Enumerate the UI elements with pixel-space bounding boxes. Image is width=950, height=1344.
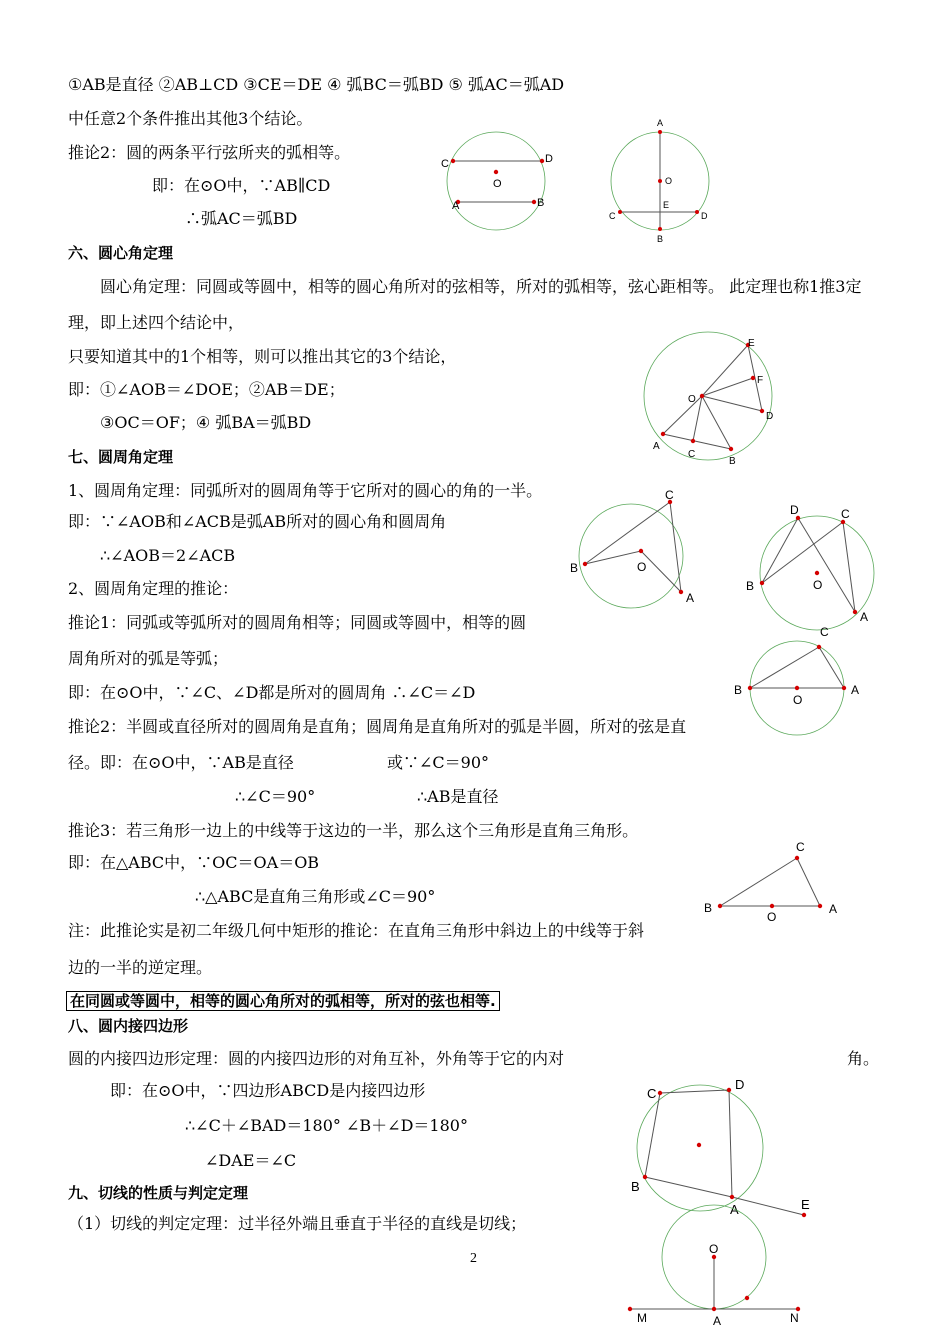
figure-semicircle-angle	[725, 622, 865, 737]
fig-label: D	[735, 1077, 745, 1092]
fig-label: C	[796, 840, 805, 854]
figure-cyclic-quadrilateral	[625, 1075, 825, 1215]
fig-label: O	[688, 394, 696, 405]
fig-label: O	[709, 1242, 719, 1256]
text-line: 推论2：半圆或直径所对的圆周角是直角；圆周角是直角所对的弧是半圆，所对的弦是直	[68, 717, 687, 736]
text-line: 圆的内接四边形定理：圆的内接四边形的对角互补，外角等于它的内对	[68, 1049, 565, 1068]
fig-label: B	[704, 901, 713, 915]
fig-label: C	[665, 488, 674, 502]
fig-label: C	[841, 507, 850, 521]
text-line: 即：在⊙O中，∵四边形ABCD是内接四边形	[110, 1081, 426, 1100]
fig-label: O	[493, 178, 502, 190]
section-heading: 六、圆心角定理	[68, 244, 174, 262]
fig-label: A	[653, 441, 660, 452]
text-line: 角。	[847, 1049, 880, 1068]
fig-label: O	[637, 560, 647, 574]
fig-label: O	[665, 176, 673, 186]
text-line: 注：此推论实是初二年级几何中矩形的推论：在直角三角形中斜边上的中线等于斜	[68, 921, 645, 940]
text-line: 即：①∠AOB＝∠DOE；②AB＝DE；	[68, 380, 345, 399]
fig-label: E	[663, 200, 670, 210]
text-line: 即：在⊙O中，∵AB∥CD	[152, 176, 331, 195]
fig-label: A	[713, 1314, 722, 1328]
figure-perpendicular-diameter	[600, 118, 720, 248]
text-line: 即：∵∠AOB和∠ACB是弧AB所对的圆心角和圆周角	[68, 512, 447, 531]
text-line: 推论1：同弧或等弧所对的圆周角相等；同圆或等圆中，相等的圆	[68, 613, 527, 632]
fig-label: F	[757, 375, 764, 386]
text-line: ①AB是直径 ②AB⊥CD ③CE＝DE ④ 弧BC＝弧BD ⑤ 弧AC＝弧AD	[68, 75, 565, 94]
fig-label: A	[730, 1202, 739, 1217]
text-line: ∴弧AC＝弧BD	[185, 209, 298, 228]
text-line: 推论2：圆的两条平行弦所夹的弧相等。	[68, 143, 351, 162]
fig-label: A	[829, 902, 838, 916]
fig-label: O	[767, 910, 777, 924]
fig-label: B	[734, 683, 743, 697]
fig-label: A	[860, 610, 869, 624]
text-line: 推论3：若三角形一边上的中线等于这边的一半，那么这个三角形是直角三角形。	[68, 821, 639, 840]
section-heading: 九、切线的性质与判定定理	[68, 1184, 249, 1202]
fig-label: O	[813, 578, 823, 592]
figure-parallel-chords	[430, 145, 570, 225]
text-line: ③OC＝OF；④ 弧BA＝弧BD	[100, 413, 312, 432]
figure-tangent-line	[620, 1205, 820, 1344]
fig-label: A	[686, 591, 695, 605]
figure-central-angle	[638, 330, 788, 470]
figure-right-triangle-median	[700, 835, 850, 925]
fig-label: C	[441, 158, 449, 170]
text-line: ∴AB是直径	[417, 787, 499, 806]
fig-label: D	[790, 503, 799, 517]
fig-label: C	[820, 625, 829, 639]
fig-label: O	[793, 693, 803, 707]
figure-equal-inscribed-angles	[740, 500, 880, 630]
text-line: 即：在△ABC中，∵OC＝OA＝OB	[68, 853, 320, 872]
text-line: 即：在⊙O中，∵∠C、∠D都是所对的圆周角 ∴∠C＝∠D	[68, 683, 476, 702]
fig-label: D	[701, 211, 708, 221]
text-line: ∴∠C＝90°	[235, 787, 316, 806]
fig-label: D	[545, 153, 553, 165]
fig-label: B	[729, 456, 736, 467]
section-heading: 七、圆周角定理	[68, 448, 174, 466]
fig-label: A	[657, 118, 664, 128]
text-line: 理，即上述四个结论中，	[68, 313, 245, 332]
fig-label: C	[688, 449, 696, 460]
text-line: 中任意2个条件推出其他3个结论。	[68, 109, 313, 128]
text-line: 圆心角定理：同圆或等圆中，相等的圆心角所对的弦相等，所对的弧相等，弦心距相等。 此定理也称1推3定	[100, 277, 862, 296]
section-heading: 八、圆内接四边形	[68, 1017, 189, 1035]
text-line: 或∵∠C＝90°	[387, 753, 490, 772]
fig-label: A	[851, 683, 860, 697]
text-line: 1、圆周角定理：同弧所对的圆周角等于它所对的圆心的角的一半。	[68, 481, 543, 500]
text-line: ∴△ABC是直角三角形或∠C＝90°	[195, 887, 436, 906]
text-line: 径。即：在⊙O中，∵AB是直径	[68, 753, 294, 772]
fig-label: B	[631, 1179, 640, 1194]
fig-label: B	[746, 579, 755, 593]
fig-label: D	[766, 411, 774, 422]
highlight-note: 在同圆或等圆中，相等的圆心角所对的弧相等，所对的弦也相等.	[66, 991, 500, 1011]
text-line: ∴∠C＋∠BAD＝180° ∠B＋∠D＝180°	[185, 1116, 468, 1135]
text-line: 2、圆周角定理的推论：	[68, 579, 239, 598]
figure-inscribed-angle	[565, 485, 705, 610]
text-line: （1）切线的判定定理：过半径外端且垂直于半径的直线是切线；	[68, 1214, 527, 1233]
page-number: 2	[470, 1251, 477, 1266]
fig-label: A	[452, 200, 460, 212]
text-line: 边的一半的逆定理。	[68, 958, 213, 977]
fig-label: B	[570, 561, 579, 575]
text-line: 周角所对的弧是等弧；	[68, 649, 229, 668]
fig-label: E	[801, 1197, 810, 1212]
fig-label: B	[657, 234, 664, 244]
fig-label: E	[748, 338, 755, 349]
fig-label: N	[790, 1311, 799, 1325]
text-line: 只要知道其中的1个相等，则可以推出其它的3个结论，	[68, 347, 457, 366]
fig-label: C	[609, 211, 616, 221]
fig-label: C	[647, 1086, 657, 1101]
text-line: ∠DAE＝∠C	[205, 1151, 297, 1170]
fig-label: M	[637, 1311, 647, 1325]
fig-label: B	[537, 197, 545, 209]
text-line: ∴∠AOB＝2∠ACB	[100, 546, 236, 565]
